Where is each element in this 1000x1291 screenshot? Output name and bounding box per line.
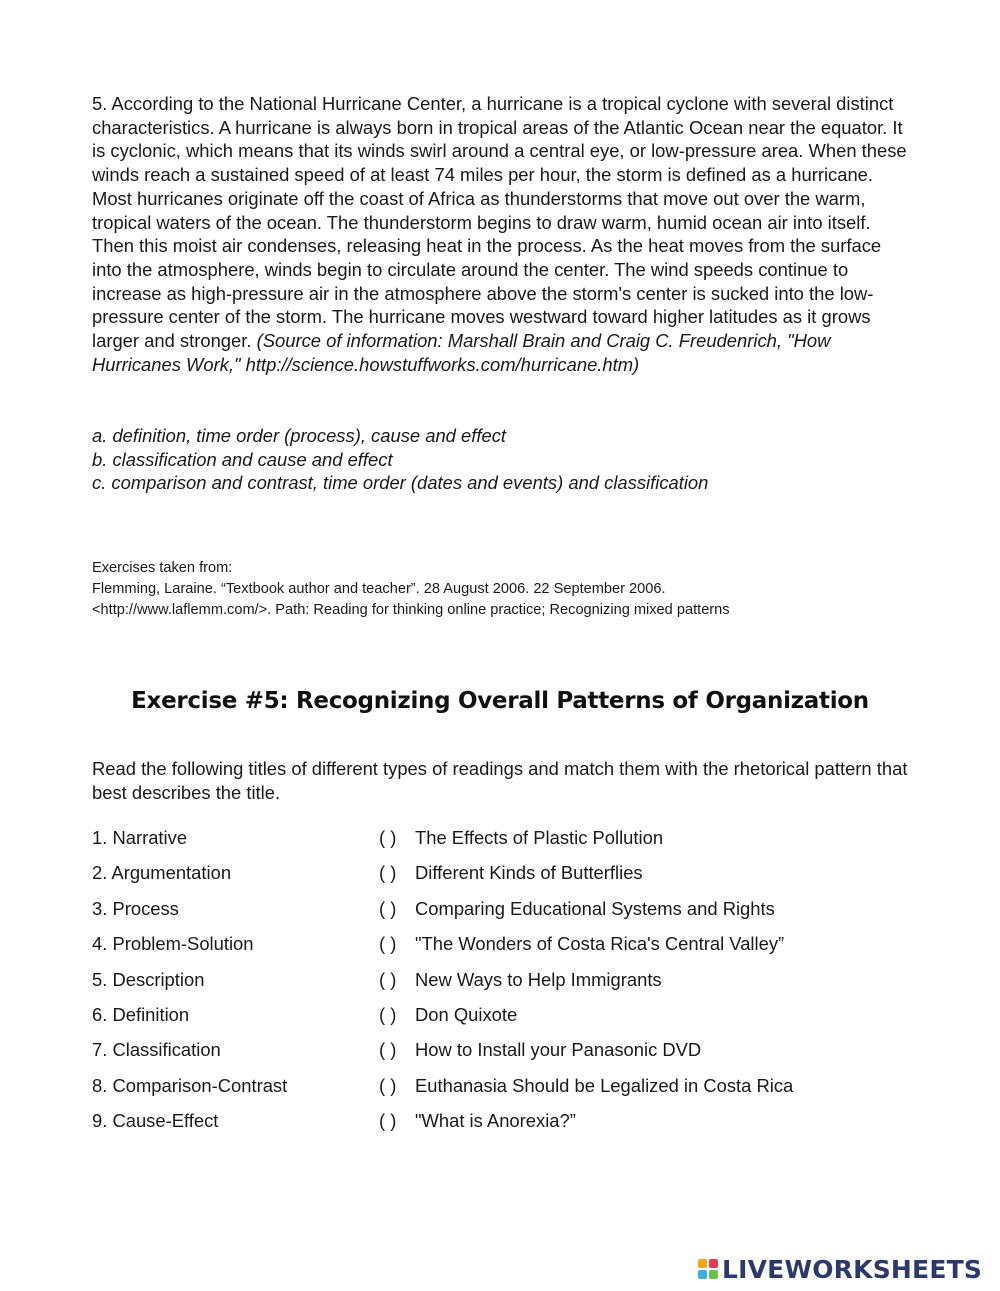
answer-blank[interactable]: ( ): [379, 827, 397, 848]
reading-passage: [92, 92, 912, 376]
match-row-8: [92, 1070, 912, 1105]
match-row-4: [92, 928, 912, 963]
answer-blank[interactable]: ( ): [379, 933, 397, 955]
option-c: c. comparison and contrast, time order (dates and events) and classification: [92, 472, 709, 494]
match-row-5: [92, 964, 912, 999]
pattern-label: 1. Narrative: [92, 827, 188, 848]
logo-squares-icon: [698, 1259, 718, 1279]
reading-title: Different Kinds of Butterflies: [415, 862, 643, 884]
answer-blank[interactable]: ( ): [379, 897, 397, 919]
answer-blank[interactable]: ( ): [379, 968, 397, 990]
exercise-credit: [92, 558, 932, 621]
logo-square: [698, 1259, 707, 1268]
credit-line-1: Exercises taken from:: [92, 560, 233, 576]
reading-title: "The Wonders of Costa Rica's Central Valley”: [415, 933, 785, 955]
answer-options: [92, 424, 912, 495]
match-row-2: [92, 857, 912, 892]
logo-square: [698, 1270, 707, 1279]
logo-square: [709, 1270, 718, 1279]
reading-title: How to Install your Panasonic DVD: [415, 1039, 702, 1061]
pattern-label: 8. Comparison-Contrast: [92, 1074, 288, 1096]
logo-text: LIVEWORKSHEETS: [722, 1254, 983, 1284]
reading-title: Euthanasia Should be Legalized in Costa Rica: [415, 1074, 794, 1096]
pattern-label: 9. Cause-Effect: [92, 1110, 219, 1132]
pattern-label: 2. Argumentation: [92, 862, 232, 884]
match-row-9: [92, 1105, 912, 1140]
logo-square: [709, 1259, 718, 1268]
match-row-1: [92, 822, 912, 857]
option-b: b. classification and cause and effect: [92, 448, 393, 470]
pattern-label: 7. Classification: [92, 1039, 221, 1061]
passage-paragraph: [92, 92, 912, 376]
reading-title: New Ways to Help Immigrants: [415, 968, 662, 990]
credit-line-2: Flemming, Laraine. “Textbook author and teacher”. 28 August 2006. 22 September 2006.: [92, 581, 666, 597]
match-row-7: [92, 1034, 912, 1069]
option-a: a. definition, time order (process), cause and effect: [92, 425, 506, 446]
reading-title: The Effects of Plastic Pollution: [415, 827, 664, 848]
matching-list: [92, 822, 912, 1141]
answer-blank[interactable]: ( ): [379, 1074, 397, 1096]
pattern-label: 4. Problem-Solution: [92, 933, 254, 955]
passage-source: (Source of information: Marshall Brain and Craig C. Freudenrich, "How Hurricanes Work," http://science.howstuffworks.com/hurricane.htm): [92, 330, 831, 375]
answer-blank[interactable]: ( ): [379, 862, 397, 884]
match-row-6: [92, 999, 912, 1034]
exercise-instructions: Read the following titles of different types of readings and match them with the rhetorical pattern that best describes the title.: [92, 758, 908, 803]
liveworksheets-logo: [698, 1254, 982, 1284]
answer-blank[interactable]: ( ): [379, 1003, 397, 1025]
answer-blank[interactable]: ( ): [379, 1039, 397, 1061]
pattern-label: 6. Definition: [92, 1003, 190, 1025]
reading-title: Comparing Educational Systems and Rights: [415, 897, 775, 919]
reading-title: "What is Anorexia?”: [415, 1110, 576, 1132]
pattern-label: 3. Process: [92, 897, 179, 919]
exercise-title: Exercise #5: Recognizing Overall Patterns of Organization: [131, 688, 869, 714]
answer-blank[interactable]: ( ): [379, 1110, 397, 1132]
match-row-3: [92, 893, 912, 928]
credit-line-3: <http://www.laflemm.com/>. Path: Reading for thinking online practice; Recognizing mixed patterns: [92, 602, 730, 618]
pattern-label: 5. Description: [92, 968, 205, 990]
reading-title: Don Quixote: [415, 1003, 518, 1025]
passage-text: 5. According to the National Hurricane Center, a hurricane is a tropical cyclone with several distinct characteristics. A hurricane is always born in tropical areas of the Atlantic Ocean near the equator. It is cyclonic, which means that its winds swirl around a central eye, or low-pressure area. When these winds reach a sustained speed of at least 74 miles per hour, the storm is defined as a hurricane. Most hurricanes originate off the coast of Africa as thunderstorms that move out over the warm, tropical waters of the ocean. The thunderstorm begins to draw warm, humid ocean air into itself. Then this moist air condenses, releasing heat in the process. As the heat moves from the surface into the atmosphere, winds begin to circulate around the center. The wind speeds continue to increase as high-pressure air in the atmosphere above the storm's center is sucked into the low-pressure center of the storm. The hurricane moves westward toward higher latitudes as it grows larger and stronger.: [92, 93, 907, 352]
